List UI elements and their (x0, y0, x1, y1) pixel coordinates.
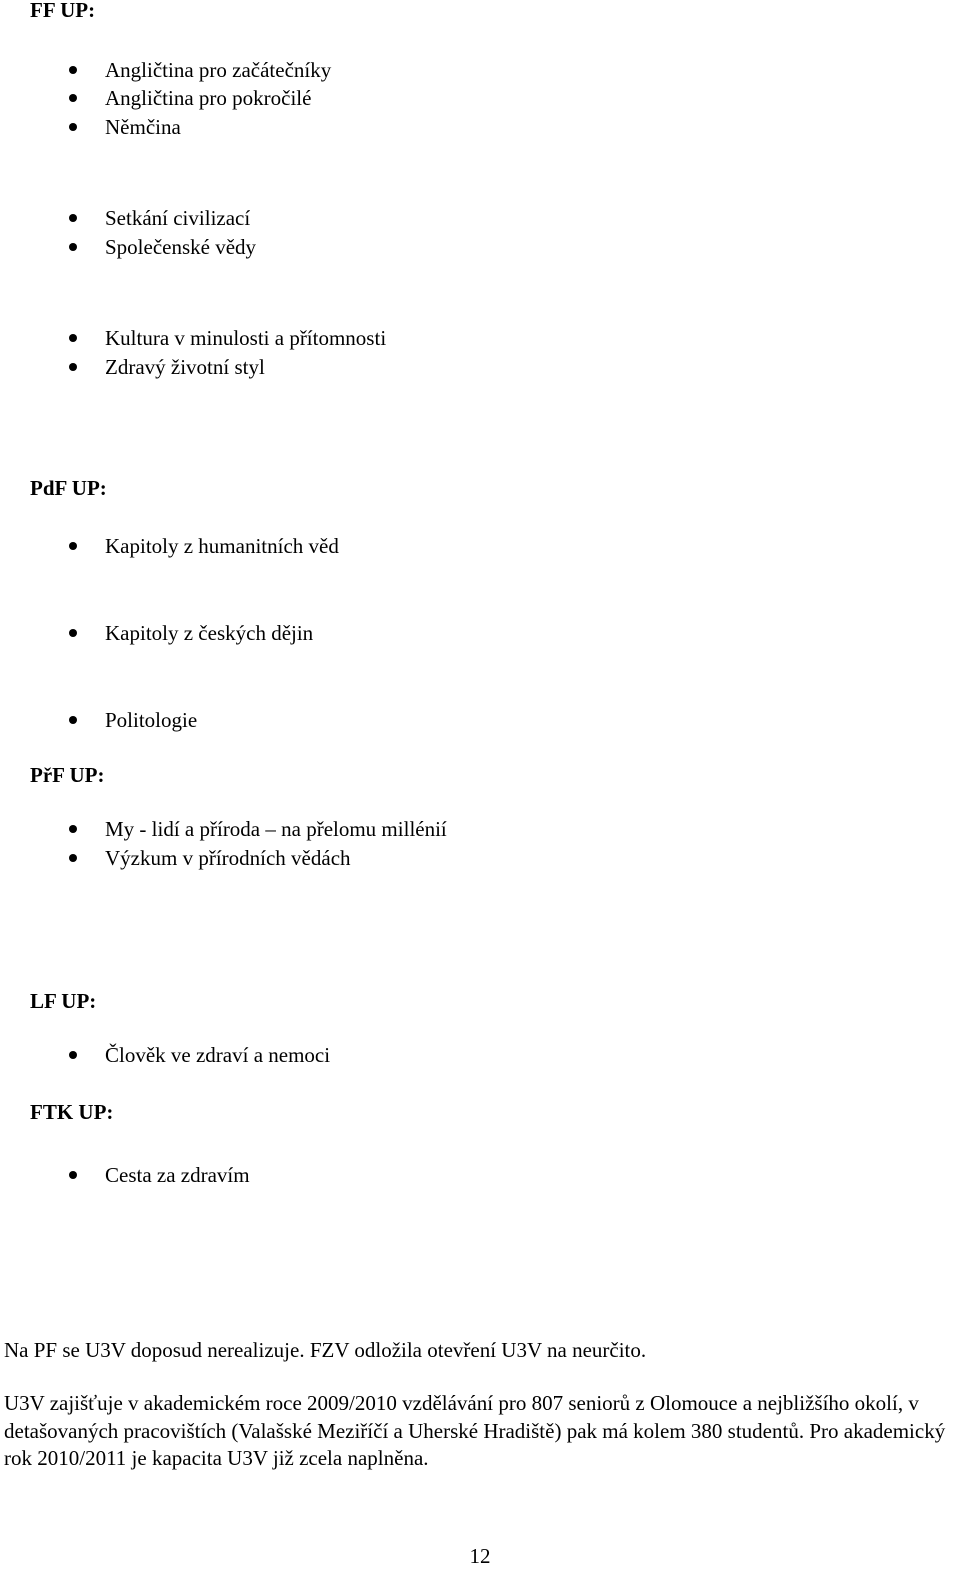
list-item (69, 844, 351, 872)
list-item-label: Člověk ve zdraví a nemoci (105, 1043, 331, 1067)
section-heading-ff: FF UP: (30, 0, 96, 22)
list-item (69, 815, 447, 843)
bullet-icon (69, 334, 77, 342)
bullet-icon (69, 363, 77, 371)
list-item-label: Kultura v minulosti a přítomnosti (105, 326, 387, 350)
bullet-icon (69, 214, 77, 222)
list-item-label: My - lidí a příroda – na přelomu millénií (105, 817, 447, 841)
bullet-icon (69, 66, 77, 74)
paragraph: Na PF se U3V doposud nerealizuje. FZV odložila otevření U3V na neurčito. (4, 1338, 647, 1362)
list-item-label: Kapitoly z humanitních věd (105, 534, 339, 558)
page-number: 12 (469, 1544, 491, 1568)
list-item (69, 204, 250, 232)
section-heading-prf: PřF UP: (30, 763, 105, 787)
list-item (69, 353, 265, 381)
bullet-icon (69, 94, 77, 102)
list-item (69, 619, 313, 647)
section-heading-lf: LF UP: (30, 989, 97, 1013)
list-item-label: Němčina (105, 115, 181, 139)
section-heading-pdf: PdF UP: (30, 476, 107, 500)
list-item-label: Politologie (105, 708, 198, 732)
list-item (69, 532, 339, 560)
paragraph: U3V zajišťuje v akademickém roce 2009/2010 vzdělávání pro 807 seniorů z Olomouce a nejbližšího okolí, v detašovaných pracovištích (Valašské Meziříčí a Uherské Hradiště) pak má kolem 380 studentů. Pro akademický rok 2010/2011 je kapacita U3V již zcela naplněna. (4, 1391, 946, 1470)
list-item (69, 1041, 330, 1069)
list-item (69, 84, 311, 112)
list-item-label: Angličtina pro pokročilé (105, 86, 312, 110)
bullet-icon (69, 716, 77, 724)
bullet-icon (69, 825, 77, 833)
bullet-icon (69, 854, 77, 862)
bullet-icon (69, 629, 77, 637)
list-item-label: Setkání civilizací (105, 206, 251, 230)
list-item-label: Angličtina pro začátečníky (105, 58, 332, 82)
list-item-label: Společenské vědy (105, 235, 257, 259)
bullet-icon (69, 243, 77, 251)
list-item-label: Kapitoly z českých dějin (105, 621, 314, 645)
list-item (69, 113, 181, 141)
list-item (69, 233, 256, 261)
list-item-label: Cesta za zdravím (105, 1163, 250, 1187)
list-item-label: Výzkum v přírodních vědách (105, 846, 351, 870)
list-item (69, 324, 386, 352)
bullet-icon (69, 1171, 77, 1179)
bullet-icon (69, 542, 77, 550)
bullet-icon (69, 123, 77, 131)
section-heading-ftk: FTK UP: (30, 1100, 114, 1124)
list-item (69, 56, 331, 84)
bullet-icon (69, 1051, 77, 1059)
list-item-label: Zdravý životní styl (105, 355, 265, 379)
list-item (69, 1161, 250, 1189)
list-item (69, 706, 197, 734)
